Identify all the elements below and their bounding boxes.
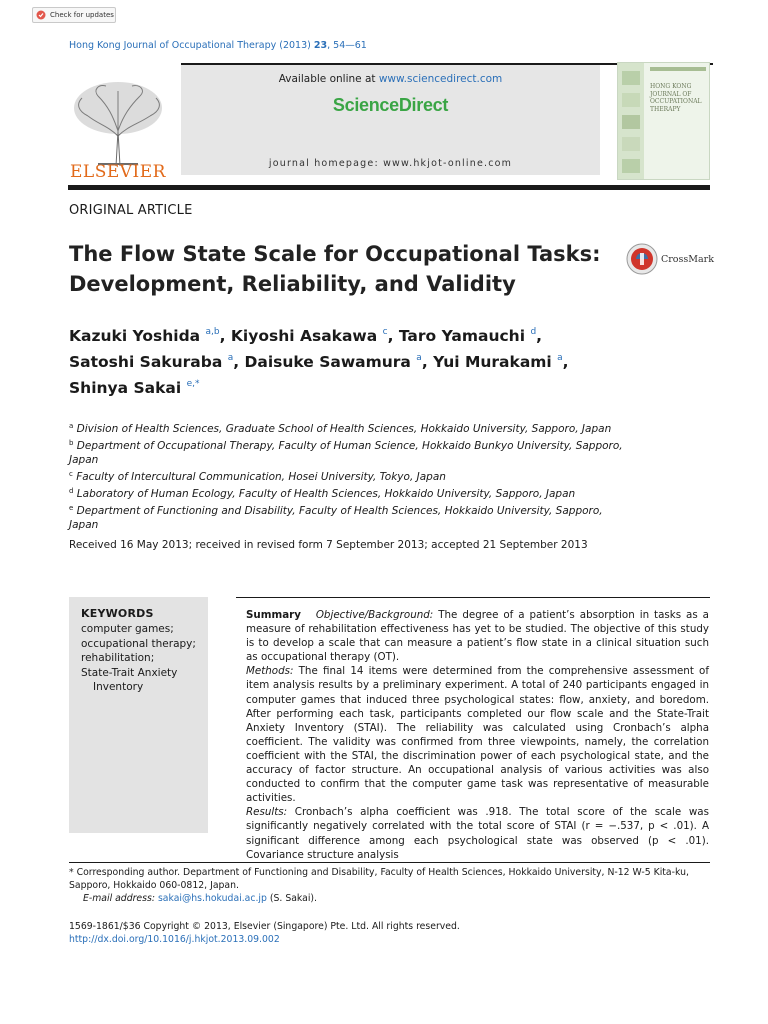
corresponding-author-note <box>69 866 711 905</box>
title-line-2: Development, Reliability, and Validity <box>69 272 516 296</box>
abstract <box>246 608 709 862</box>
results-label: Results: <box>246 806 288 819</box>
received-dates: Received 16 May 2013; received in revised form 7 September 2013; accepted 21 September 2013 <box>69 539 588 551</box>
journal-ref-prefix: Hong Kong Journal of Occupational Therapy (2013) <box>69 40 314 51</box>
affiliation-item: $^a$ Division of Health Sciences, Graduate School of Health Sciences, Hokkaido University, Sapporo, Japan <box>69 422 612 435</box>
corresponding-address: * Corresponding author. Department of Functioning and Disability, Faculty of Health Sciences, Hokkaido University, N-12 W-5 Kita-ku, Sapporo, Hokkaido 060-0812, Japan. <box>69 867 689 891</box>
author-affil-mark[interactable]: a <box>557 353 563 363</box>
author-affil-mark[interactable]: a <box>416 353 422 363</box>
crossmark-button[interactable] <box>626 244 716 274</box>
abstract-methods <box>246 664 709 805</box>
journal-homepage[interactable]: journal homepage: www.hkjot-online.com <box>268 158 513 169</box>
title-line-1: The Flow State Scale for Occupational Tasks: <box>69 242 601 266</box>
cover-art <box>618 63 710 180</box>
keyword-item: occupational therapy; <box>81 637 196 650</box>
email-link[interactable]: sakai@hs.hokudai.ac.jp <box>157 893 267 904</box>
footnote-rule <box>69 862 710 863</box>
available-online <box>181 73 600 85</box>
keywords-heading: KEYWORDS <box>81 607 154 620</box>
available-prefix: Available online at <box>278 73 379 85</box>
article-type: ORIGINAL ARTICLE <box>69 203 193 218</box>
check-updates-icon <box>36 10 46 20</box>
sciencedirect-logo: ScienceDirect <box>332 95 449 115</box>
abstract-results <box>246 805 709 861</box>
author-affil-mark[interactable]: d <box>530 327 537 337</box>
affiliation-item: $^b$ Department of Occupational Therapy, Faculty of Human Science, Hokkaido Bunkyo University, Sapporo, Japan <box>69 439 623 466</box>
affiliation-item: $^c$ Faculty of Intercultural Communication, Hosei University, Tokyo, Japan <box>69 470 446 483</box>
author-affil-mark[interactable]: c <box>382 327 388 337</box>
keyword-item: rehabilitation; <box>81 652 155 664</box>
author-name: Kazuki Yoshida <box>69 327 201 345</box>
methods-label: Methods: <box>246 665 294 678</box>
crossmark-icon <box>626 243 658 275</box>
doi-link[interactable]: http://dx.doi.org/10.1016/j.hkjot.2013.09.002 <box>69 934 280 945</box>
copyright-line: 1569-1861/$36 Copyright © 2013, Elsevier (Singapore) Pte. Ltd. All rights reserved. <box>69 921 460 932</box>
journal-volume: 23 <box>313 40 328 51</box>
journal-header <box>68 62 710 192</box>
journal-cover-thumbnail <box>617 62 710 180</box>
email-suffix: (S. Sakai). <box>269 893 318 904</box>
sciencedirect-link[interactable]: www.sciencedirect.com <box>378 73 503 85</box>
crossmark-label: CrossMark <box>661 253 714 265</box>
affiliation-item: $^d$ Laboratory of Human Ecology, Faculty of Health Sciences, Hokkaido University, Sapporo, Japan <box>69 487 576 500</box>
results-text: Cronbach’s alpha coefficient was .918. The total score of the scale was significantly negatively correlated with the total score of STAI (r = −.537, p < .01). A significant difference among each psychological state was observed (p < .01). Covariance structure analysis <box>246 806 709 861</box>
methods-text: The final 14 items were determined from the comprehensive assessment of item analysis results by a preliminary experiment. A total of 240 participants engaged in computer games that induced three psychological states: flow, anxiety, and boredom. After performing each task, participants completed our flow scale and the State-Trait Anxiety Inventory (STAI). The reliability was calculated using Cronbach’s alpha coefficient. The validity was confirmed from three viewpoints, namely, the correlation coefficient with the STAI, the discrimination power of each psychological state, and the accuracy of factor structure. An occupational analysis of various activities was also conducted to confirm that the computer game task was representative of measurable activities. <box>246 665 709 805</box>
header-rule <box>68 185 710 190</box>
email-line <box>69 892 711 905</box>
abstract-rule <box>236 597 710 598</box>
author-name: Daisuke Sawamura <box>244 353 411 371</box>
author-list <box>69 321 629 399</box>
affiliation-list <box>69 419 629 532</box>
affiliation-item: $^e$ Department of Functioning and Disability, Faculty of Health Sciences, Hokkaido University, Sapporo, Japan <box>69 504 603 531</box>
author-affil-mark[interactable]: a,b <box>205 327 220 337</box>
author-line-3 <box>69 373 629 399</box>
keywords-box <box>69 597 208 833</box>
author-affil-mark[interactable]: a <box>227 353 234 363</box>
author-name: Taro Yamauchi <box>398 327 526 345</box>
author-name: Kiyoshi Asakawa <box>230 327 378 345</box>
summary-label: Summary <box>246 609 301 621</box>
author-name: Yui Murakami <box>433 353 552 371</box>
author-line-2: Satoshi Sakuraba $^a$, Daisuke Sawamura $^a$, Yui Murakami $^a$, <box>69 353 569 371</box>
background-text: The degree of a patient’s absorption in tasks as a measure of rehabilitation effectiveness has yet to be studied. The objective of this study is to develop a scale that can measure a patient’s flow state in a clinical situation such as occupational therapy (OT). <box>246 609 709 664</box>
journal-pages: , 54—61 <box>327 40 367 51</box>
journal-reference[interactable] <box>69 40 367 51</box>
email-label: E-mail address: <box>83 893 155 904</box>
background-label: Objective/Background: <box>315 609 434 621</box>
author-name: Satoshi Sakuraba <box>69 353 223 371</box>
elsevier-wordmark: ELSEVIER <box>70 162 166 182</box>
keyword-item: computer games; <box>81 623 174 635</box>
check-for-updates-button[interactable] <box>32 7 116 23</box>
check-updates-label: Check for updates <box>50 11 114 19</box>
keyword-item: State-Trait Anxiety Inventory <box>81 666 178 693</box>
sciencedirect-banner <box>181 63 600 175</box>
abstract-background <box>246 608 709 664</box>
author-line-1: Kazuki Yoshida $^{a,b}$, Kiyoshi Asakawa $^c$, Taro Yamauchi $^d$, <box>69 327 543 345</box>
author-name: Shinya Sakai <box>69 379 182 397</box>
article-title <box>69 239 609 299</box>
cover-title: HONG KONG JOURNAL OF OCCUPATIONAL THERAPY <box>650 83 702 113</box>
author-affil-mark[interactable]: e,* <box>186 379 200 389</box>
copyright-block <box>69 920 460 946</box>
